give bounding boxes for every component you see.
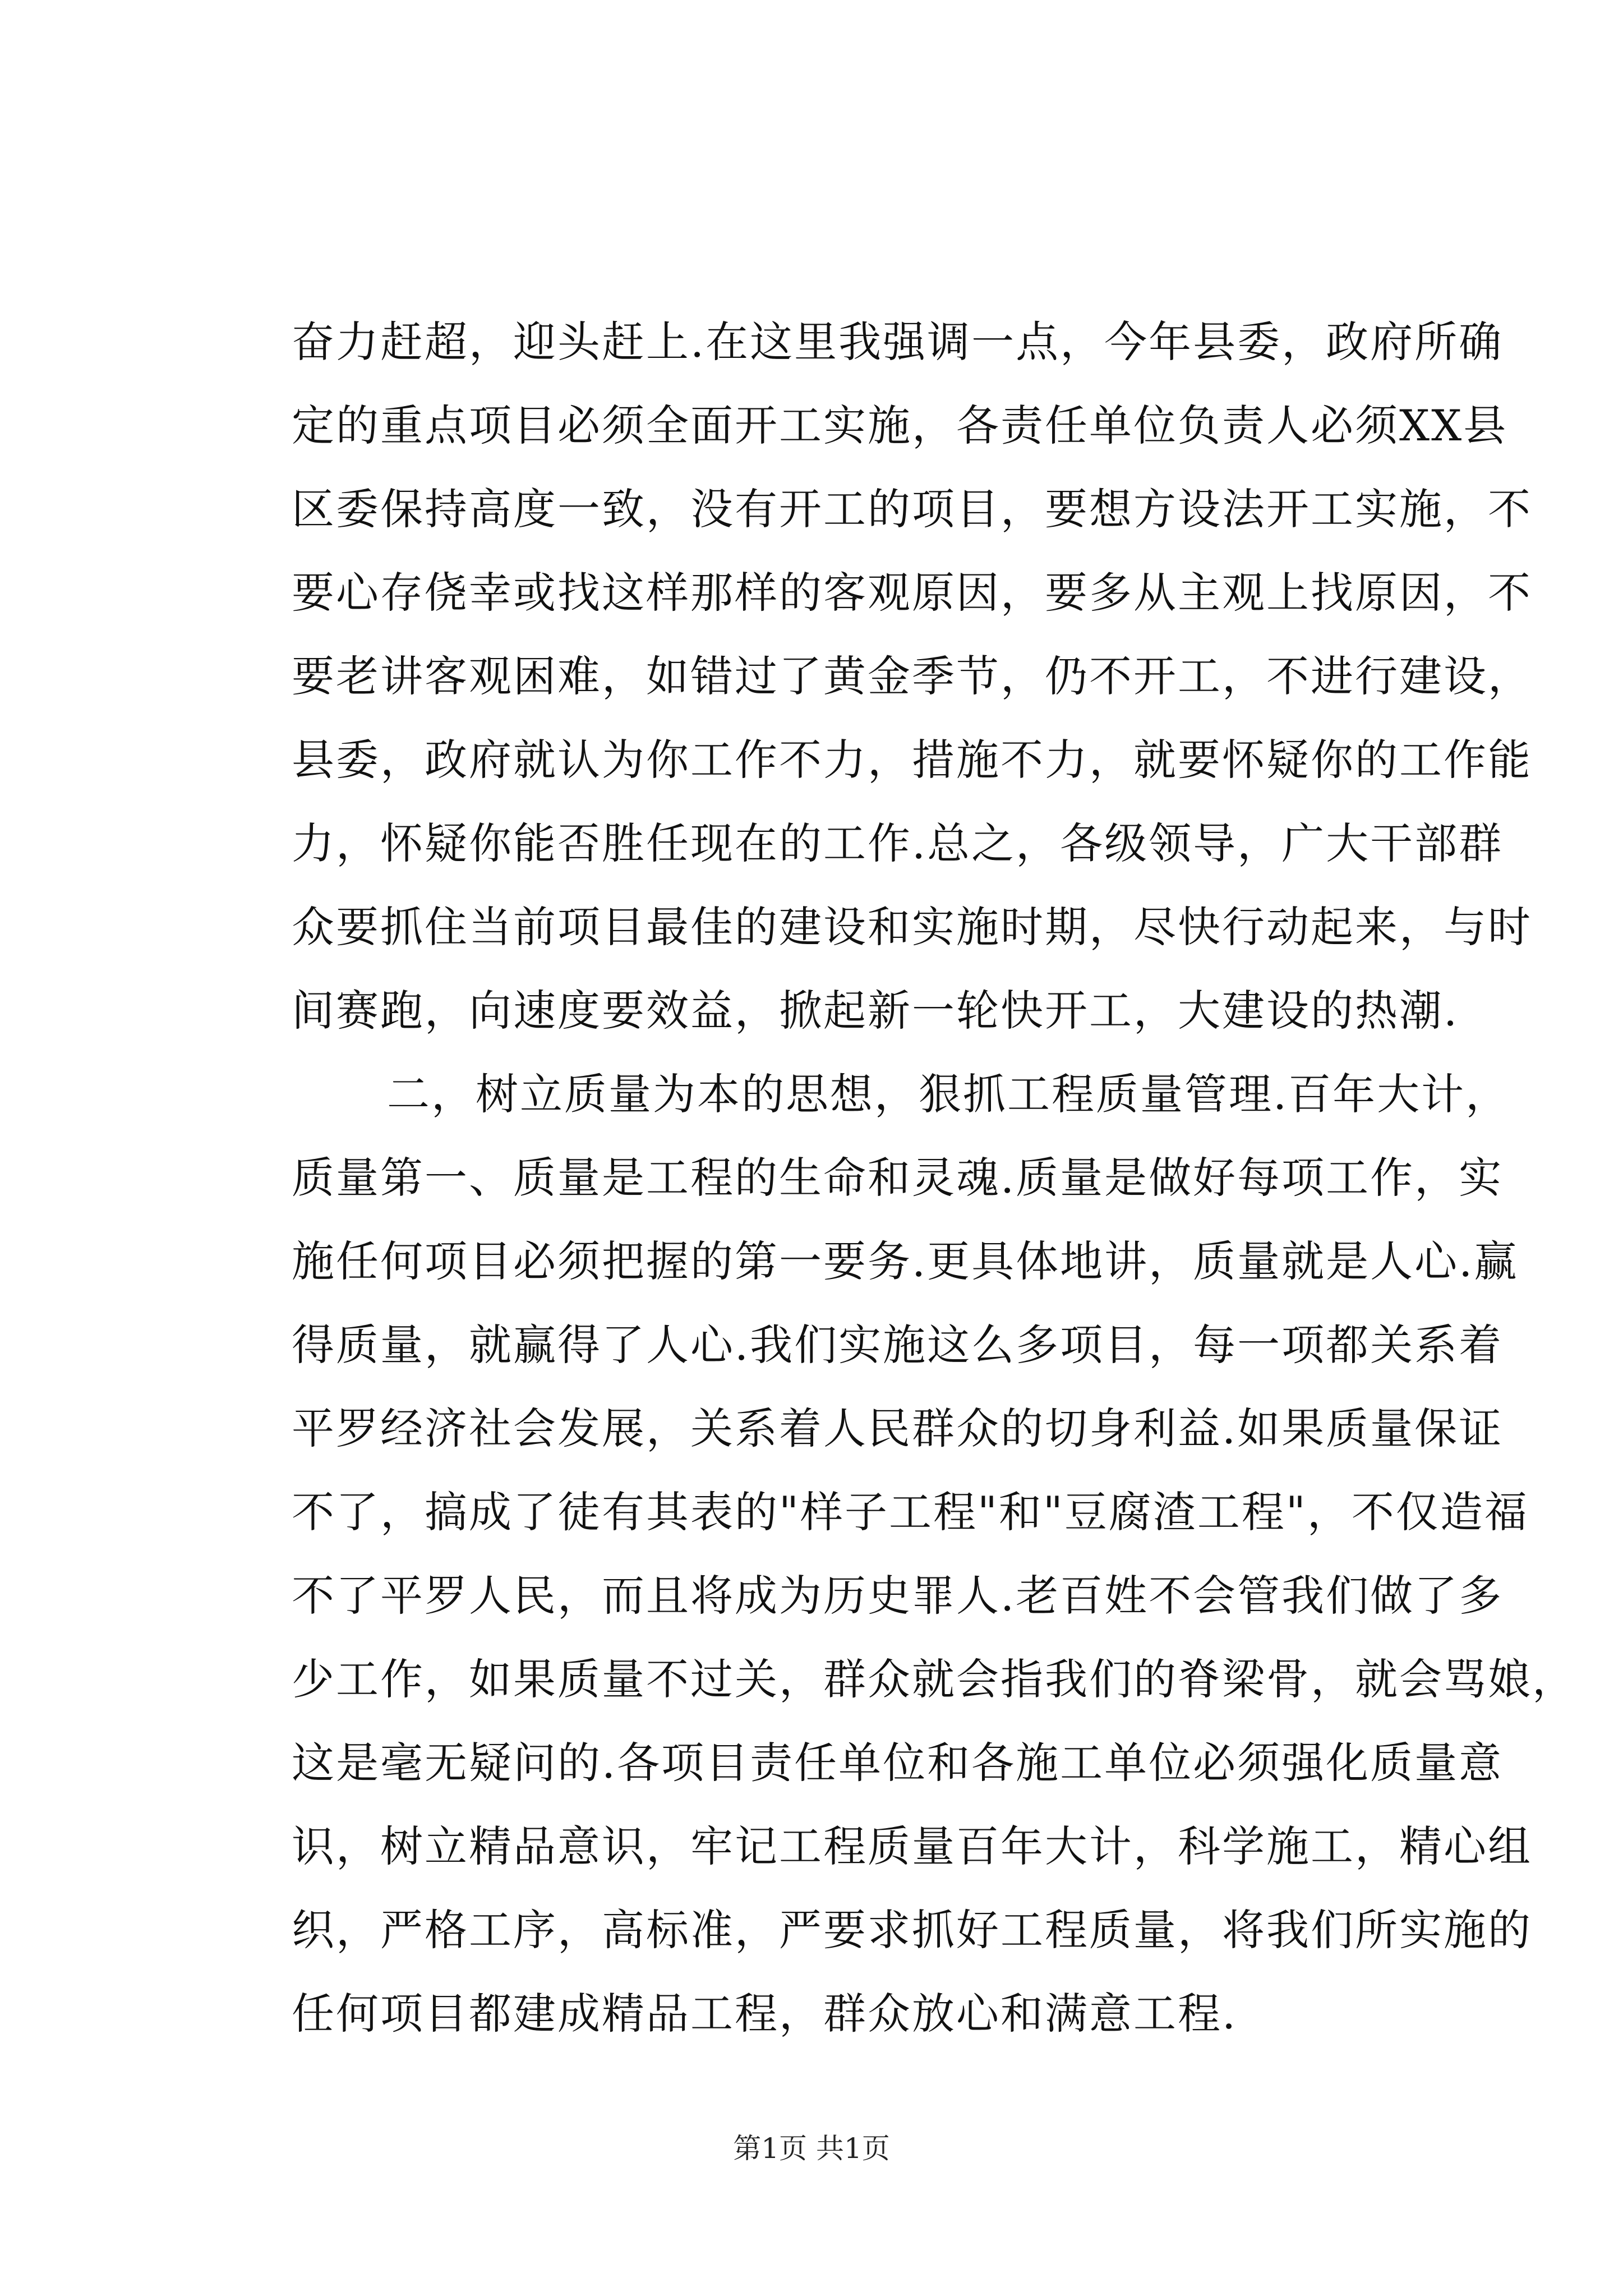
text-line: 县委，政府就认为你工作不力，措施不力，就要怀疑你的工作能 bbox=[292, 735, 1532, 785]
text-line: 得质量，就赢得了人心.我们实施这么多项目，每一项都关系着 bbox=[292, 1320, 1504, 1370]
document-body bbox=[292, 300, 1576, 2055]
text-line: 要老讲客观困难，如错过了黄金季节，仍不开工，不进行建设， bbox=[292, 651, 1532, 701]
text-line: 平罗经济社会发展，关系着人民群众的切身利益.如果质量保证 bbox=[292, 1404, 1504, 1453]
text-line: 施任何项目必须把握的第一要务.更具体地讲，质量就是人心.赢 bbox=[292, 1236, 1519, 1286]
text-line: 织，严格工序，高标准，严要求抓好工程质量，将我们所实施的 bbox=[292, 1905, 1532, 1955]
text-line: 不了平罗人民，而且将成为历史罪人.老百姓不会管我们做了多 bbox=[292, 1571, 1504, 1621]
text-line: 识，树立精品意识，牢记工程质量百年大计，科学施工，精心组 bbox=[292, 1821, 1532, 1871]
text-line: 这是毫无疑问的.各项目责任单位和各施工单位必须强化质量意 bbox=[292, 1738, 1504, 1788]
text-line: 质量第一、质量是工程的生命和灵魂.质量是做好每项工作，实 bbox=[292, 1153, 1504, 1203]
page-footer: 第1页 共1页 bbox=[733, 2132, 890, 2165]
paragraph-1 bbox=[292, 300, 1532, 1052]
text-line: 不了，搞成了徒有其表的"样子工程"和"豆腐渣工程"，不仅造福 bbox=[292, 1487, 1529, 1537]
text-line: 定的重点项目必须全面开工实施，各责任单位负责人必须XX县 bbox=[292, 401, 1508, 450]
text-line: 力，怀疑你能否胜任现在的工作.总之，各级领导，广大干部群 bbox=[292, 818, 1504, 868]
text-line: 二，树立质量为本的思想，狠抓工程质量管理.百年大计， bbox=[387, 1069, 1510, 1119]
text-line: 区委保持高度一致，没有开工的项目，要想方设法开工实施，不 bbox=[292, 484, 1532, 534]
text-line: 间赛跑，向速度要效益，掀起新一轮快开工，大建设的热潮. bbox=[292, 986, 1459, 1036]
text-line: 任何项目都建成精品工程，群众放心和满意工程. bbox=[292, 1989, 1238, 2039]
text-line: 众要抓住当前项目最佳的建设和实施时期，尽快行动起来，与时 bbox=[292, 902, 1532, 952]
text-line: 少工作，如果质量不过关，群众就会指我们的脊梁骨，就会骂娘， bbox=[292, 1654, 1576, 1704]
text-line: 奋力赶超，迎头赶上.在这里我强调一点，今年县委，政府所确 bbox=[292, 317, 1504, 367]
paragraph-2 bbox=[292, 1052, 1576, 2055]
text-line: 要心存侥幸或找这样那样的客观原因，要多从主观上找原因，不 bbox=[292, 568, 1532, 618]
